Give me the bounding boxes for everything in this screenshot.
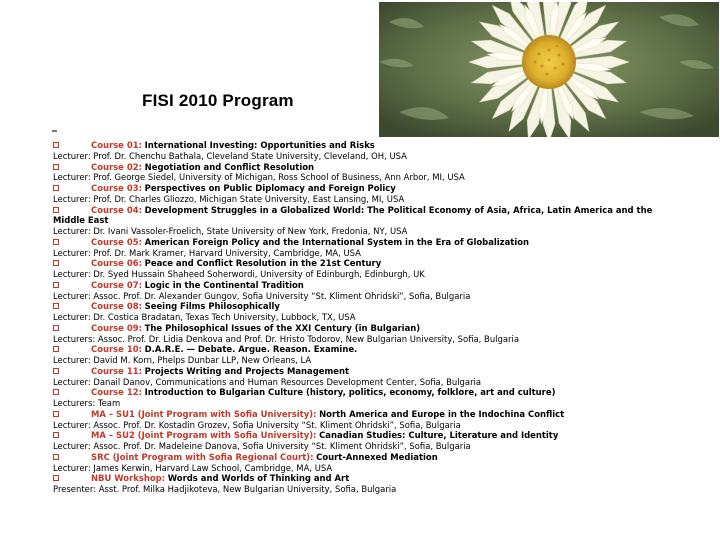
course-lecturer: Lecturer: Prof. George Siedel, University of Michigan, Ross School of Business, Ann Arbor, MI, USA xyxy=(53,172,465,183)
bullet-box-icon xyxy=(53,185,59,191)
course-code: Course 10: xyxy=(91,344,142,355)
course-title: North America and Europe in the Indochina Conflict xyxy=(319,408,565,419)
course-title: Logic in the Continental Tradition xyxy=(144,279,304,290)
bullet-box-icon xyxy=(53,142,59,148)
course-item xyxy=(53,237,668,248)
bullet-box-icon xyxy=(53,411,59,417)
course-code: Course 05: xyxy=(91,236,142,247)
bullet-box-icon xyxy=(53,368,59,374)
course-lecturer: Lecturer: Danail Danov, Communications and Human Resources Development Center, Sofia, Bulgaria xyxy=(53,376,482,387)
course-item xyxy=(53,258,668,269)
course-code: Course 03: xyxy=(91,183,142,193)
course-code: Course 09: xyxy=(91,322,142,333)
course-code: Course 06: xyxy=(91,258,142,269)
course-code: Course 07: xyxy=(91,279,142,290)
course-title: Court-Annexed Mediation xyxy=(316,451,438,462)
course-lecturer: Lecturers: Assoc. Prof. Dr. Lidia Denkova and Prof. Dr. Hristo Todorov, New Bulgarian University, Sofia, Bulgaria xyxy=(53,333,520,344)
course-title: Peace and Conflict Resolution in the 21st Century xyxy=(144,258,382,269)
course-title: Introduction to Bulgarian Culture (history, politics, economy, folklore, art and culture) xyxy=(144,387,556,398)
bullet-box-icon xyxy=(53,325,59,331)
course-lecturer: Lecturer: Dr. Costica Bradatan, Texas Tech University, Lubbock, TX, USA xyxy=(53,312,356,322)
course-title: D.A.R.E. — Debate. Argue. Reason. Examine. xyxy=(144,344,358,355)
course-item xyxy=(53,162,668,173)
course-item xyxy=(53,280,668,291)
course-code: MA – SU2 (Joint Program with Sofia University): xyxy=(91,430,317,441)
course-title: Perspectives on Public Diplomacy and Foreign Policy xyxy=(144,183,396,193)
course-title: The Philosophical Issues of the XXI Century (in Bulgarian) xyxy=(144,322,421,333)
course-title: Negotiation and Conflict Resolution xyxy=(144,161,315,172)
bullet-box-icon xyxy=(53,282,59,288)
course-item xyxy=(53,323,668,334)
course-item xyxy=(53,452,668,463)
course-title: International Investing: Opportunities and Risks xyxy=(144,140,375,150)
course-item xyxy=(53,205,668,227)
course-lecturer: Lecturer: Prof. Dr. Mark Kramer, Harvard University, Cambridge, MA, USA xyxy=(53,247,361,258)
course-code: Course 11: xyxy=(91,365,142,376)
course-item xyxy=(53,344,668,355)
flower-photo xyxy=(379,2,719,137)
course-lecturer: Lecturer: Prof. Dr. Chenchu Bathala, Cleveland State University, Cleveland, OH, USA xyxy=(53,150,407,161)
bullet-box-icon xyxy=(53,389,59,395)
course-lecturer: Lecturer: Prof. Dr. Charles Gliozzo, Michigan State University, East Lansing, MI, USA xyxy=(53,193,405,204)
bullet-box-icon xyxy=(53,260,59,266)
course-code: NBU Workshop: xyxy=(91,473,166,484)
course-item xyxy=(53,430,668,441)
bullet-box-icon xyxy=(53,432,59,438)
course-lecturer: Lecturer: Assoc. Prof. Dr. Alexander Gungov, Sofia University “St. Kliment Ohridski”, Sofia, Bulgaria xyxy=(53,290,471,301)
bullet-box-icon xyxy=(53,303,59,309)
bullet-box-icon xyxy=(53,239,59,245)
course-code: Course 12: xyxy=(91,387,142,398)
course-code: Course 08: xyxy=(91,301,142,312)
course-code: Course 01: xyxy=(91,140,142,150)
bullet-box-icon xyxy=(53,164,59,170)
course-item xyxy=(53,140,668,151)
bullet-box-icon xyxy=(53,207,59,213)
course-title: Development Struggles in a Globalized World: The Political Economy of Asia, Africa, Latin America and the Middle East xyxy=(53,204,653,226)
course-title: Canadian Studies: Culture, Literature and Identity xyxy=(319,430,559,441)
course-lecturer: Lecturer: James Kerwin, Harvard Law School, Cambridge, MA, USA xyxy=(53,462,333,473)
course-code: Course 04: xyxy=(91,204,142,215)
course-item xyxy=(53,409,668,420)
course-code: MA – SU1 (Joint Program with Sofia University): xyxy=(91,408,317,419)
course-lecturer: Presenter: Asst. Prof. Milka Hadjikoteva, New Bulgarian University, Sofia, Bulgaria xyxy=(53,484,397,494)
divider xyxy=(52,130,57,132)
page-title: FISI 2010 Program xyxy=(142,91,294,110)
course-title: American Foreign Policy and the International System in the Era of Globalization xyxy=(144,236,530,247)
course-title: Projects Writing and Projects Management xyxy=(144,365,350,376)
course-lecturer: Lecturer: Dr. Ivani Vassoler-Froelich, State University of New York, Fredonia, NY, USA xyxy=(53,226,408,236)
course-lecturer: Lecturers: Team xyxy=(53,398,121,408)
course-item xyxy=(53,183,668,194)
course-title: Seeing Films Philosophically xyxy=(144,301,280,312)
course-item xyxy=(53,366,668,377)
bullet-box-icon xyxy=(53,346,59,352)
course-item xyxy=(53,473,668,484)
course-item xyxy=(53,301,668,312)
bullet-box-icon xyxy=(53,475,59,481)
course-lecturer: Lecturer: Assoc. Prof. Dr. Kostadin Grozev, Sofia University “St. Kliment Ohridski”, Sofia, Bulgaria xyxy=(53,419,461,430)
course-lecturer: Lecturer: Assoc. Prof. Dr. Madeleine Danova, Sofia University “St. Kliment Ohridski”, Sofia, Bulgaria xyxy=(53,441,471,451)
program-list xyxy=(53,140,668,495)
course-code: Course 02: xyxy=(91,161,142,172)
course-lecturer: Lecturer: Dr. Syed Hussain Shaheed Soherwordi, University of Edinburgh, Edinburgh, UK xyxy=(53,269,425,279)
course-code: SRC (Joint Program with Sofia Regional Court): xyxy=(91,451,314,462)
course-lecturer: Lecturer: David M. Korn, Phelps Dunbar LLP, New Orleans, LA xyxy=(53,355,312,365)
bullet-box-icon xyxy=(53,454,59,460)
course-title: Words and Worlds of Thinking and Art xyxy=(167,473,350,484)
course-item xyxy=(53,387,668,398)
